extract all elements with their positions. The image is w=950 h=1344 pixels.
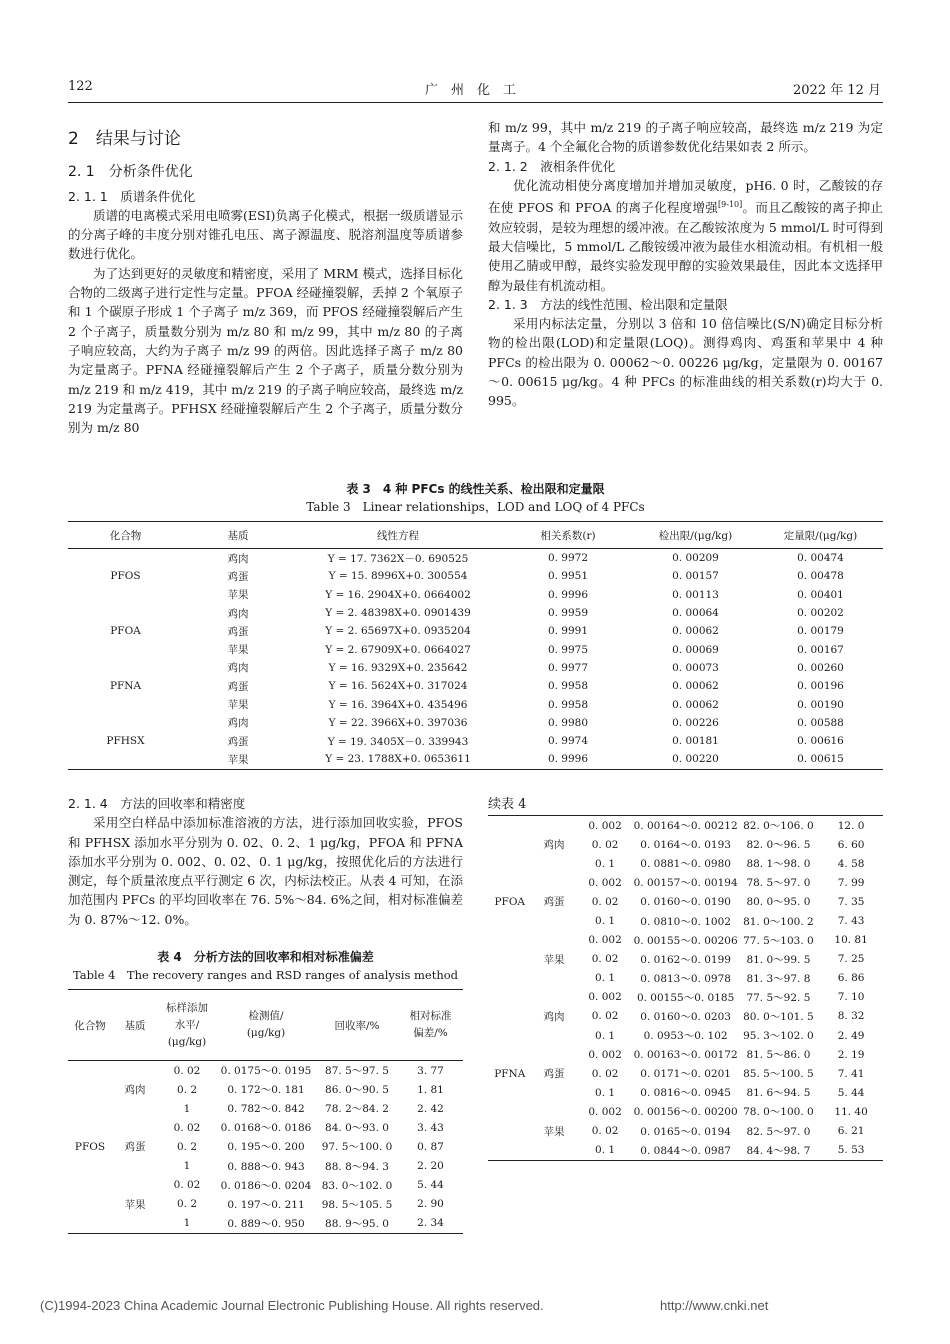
t4c-cell: 0. 002 xyxy=(588,934,622,947)
table4-title-en: Table 4 The recovery ranges and RSD ranges of analysis method xyxy=(72,968,459,982)
issue-date: 2022 年 12 月 xyxy=(793,83,882,98)
t3-cell: 0. 00260 xyxy=(797,661,844,674)
t4c-cell: 0. 1 xyxy=(595,1144,616,1157)
t4c-matrix: 苹果 xyxy=(543,1125,565,1138)
t4c-cell: 0. 00164～0. 00212 xyxy=(633,820,738,833)
t4c-cell: 10. 81 xyxy=(834,934,868,947)
t4-cell: 2. 34 xyxy=(417,1217,444,1230)
t3-cell: 0. 00196 xyxy=(797,680,844,693)
table-row xyxy=(68,677,883,695)
t3-cell: 0. 00062 xyxy=(672,625,719,638)
table-row xyxy=(488,931,883,950)
t4-cell: 0. 2 xyxy=(176,1140,198,1153)
t4c-cell: 2. 49 xyxy=(837,1029,865,1042)
t4c-cell: 78. 5～97. 0 xyxy=(746,877,811,890)
table-row xyxy=(488,1045,883,1064)
t4c-cell: 0. 00163～0. 00172 xyxy=(633,1049,738,1062)
t3-cell: 0. 00069 xyxy=(672,643,719,656)
t4c-cell: 6. 60 xyxy=(837,838,865,851)
table3-caption xyxy=(68,480,883,516)
t4c-cell: 84. 4～98. 7 xyxy=(746,1144,811,1157)
table4-continued xyxy=(488,815,883,1161)
t4-h-rsd: 相对标准 偏差/% xyxy=(409,1010,452,1039)
table-row xyxy=(68,549,883,568)
table4-continued-title: 续表 4 xyxy=(488,797,527,812)
journal-name: 广 州 化 工 xyxy=(425,83,517,98)
table-row xyxy=(68,1176,463,1195)
t4-h-matrix: 基质 xyxy=(124,1019,146,1032)
table-row xyxy=(68,604,883,622)
table-row xyxy=(68,586,883,604)
t3-header: 相关系数(r) xyxy=(540,529,596,542)
t4-h-measured: 检测值/ (μg/kg) xyxy=(246,1010,286,1039)
t3-header: 化合物 xyxy=(109,529,142,542)
table4 xyxy=(68,989,463,1234)
section-2-1-3-heading: 2. 1. 3 方法的线性范围、检出限和定量限 xyxy=(488,296,728,312)
t3-cell: 0. 9991 xyxy=(547,625,589,638)
t4-cell: 78. 2～84. 2 xyxy=(325,1103,389,1116)
t3-cell: 0. 9974 xyxy=(547,735,589,748)
t4c-cell: 7. 25 xyxy=(837,953,865,966)
t4c-cell: 77. 5～103. 0 xyxy=(743,934,814,947)
t4-matrix: 苹果 xyxy=(124,1198,146,1211)
t3-cell: 0. 00064 xyxy=(672,607,719,620)
t4-cell: 1 xyxy=(183,1217,191,1230)
t4c-cell: 0. 002 xyxy=(588,876,622,889)
t3-cell: 0. 00478 xyxy=(797,570,844,583)
t4c-cell: 0. 1 xyxy=(595,1029,616,1042)
t4-matrix: 鸡蛋 xyxy=(124,1141,146,1154)
t4c-cell: 6. 86 xyxy=(837,972,865,985)
copyright: (C)1994-2023 China Academic Journal Electronic Publishing House. All rights reserved. xyxy=(40,1298,544,1313)
t3-cell: 鸡肉 xyxy=(227,607,249,620)
t4-cell: 0. 0175～0. 0195 xyxy=(220,1065,312,1078)
t3-cell: 鸡蛋 xyxy=(227,735,249,748)
table3 xyxy=(68,521,883,770)
t3-cell: 鸡蛋 xyxy=(227,625,249,638)
t4c-cell: 78. 0～100. 0 xyxy=(743,1106,814,1119)
table-row xyxy=(68,695,883,713)
t3-cell: 鸡肉 xyxy=(227,662,249,675)
t4-cell: 1 xyxy=(183,1102,191,1115)
left-column-2 xyxy=(68,794,463,929)
t3-compound: PFNA xyxy=(109,680,142,693)
t3-cell: 苹果 xyxy=(227,699,249,712)
table4-title-cn: 表 4 分析方法的回收率和相对标准偏差 xyxy=(157,950,374,964)
t4-cell: 2. 42 xyxy=(417,1102,444,1115)
t3-cell: Y = 15. 8996X+0. 300554 xyxy=(328,570,468,583)
t4c-compound: PFOA xyxy=(494,895,526,908)
t4c-cell: 82. 0～106. 0 xyxy=(743,820,814,833)
t4c-cell: 0. 00155～0. 0185 xyxy=(636,991,735,1004)
t3-cell: 0. 00202 xyxy=(797,607,844,620)
table-row xyxy=(68,732,883,750)
t3-cell: 0. 9980 xyxy=(547,716,589,729)
t4c-cell: 7. 10 xyxy=(837,991,865,1004)
t4c-cell: 6. 21 xyxy=(837,1125,865,1138)
table3-title-en: Table 3 Linear relationships，LOD and LOQ of 4 PFCs xyxy=(306,500,645,514)
t3-cell: 0. 00190 xyxy=(797,698,844,711)
t4c-cell: 0. 0813～0. 0978 xyxy=(640,972,731,985)
section-2-1-4-heading: 2. 1. 4 方法的回收率和精密度 xyxy=(68,796,246,811)
t3-cell: 0. 00401 xyxy=(797,588,844,601)
t4c-cell: 0. 02 xyxy=(591,953,619,966)
t4-cell: 88. 9～95. 0 xyxy=(325,1217,389,1230)
t4-h-spike: 标样添加 水平/ (μg/kg) xyxy=(166,1001,208,1048)
t4c-cell: 0. 0844～0. 0987 xyxy=(640,1144,731,1157)
t3-cell: 鸡蛋 xyxy=(227,570,249,583)
table-row xyxy=(68,640,883,658)
t4c-cell: 81. 0～99. 5 xyxy=(746,953,811,966)
t3-header: 定量限/(μg/kg) xyxy=(783,529,858,542)
t3-cell: Y = 16. 3964X+0. 435496 xyxy=(328,698,468,711)
t4c-cell: 5. 44 xyxy=(837,1086,865,1099)
t3-cell: 0. 00615 xyxy=(797,753,844,766)
t4c-compound: PFNA xyxy=(494,1067,526,1080)
table-row xyxy=(68,1118,463,1137)
t4c-cell: 82. 5～97. 0 xyxy=(746,1125,811,1138)
table-row xyxy=(68,567,883,585)
t3-cell: Y = 23. 1788X+0. 0653611 xyxy=(325,753,471,766)
paragraph-ms-cont: 和 m/z 99，其中 m/z 219 的子离子响应较高，最终选 m/z 219 为定量离子。4 个全氟化合物的质谱参数优化结果如表 2 所示。 xyxy=(488,120,883,155)
paragraph-lod: 采用内标法定量，分别以 3 倍和 10 倍信噪比(S/N)确定目标分析物的检出限(LOD)和定量限(LOQ)。测得鸡肉、鸡蛋和苹果中 4 种 PFCs 的检出限为 0. 00062～0. 00226 μg/kg，定量限为 0. 00167～0. 00615 μg/kg。4 种 PFCs 的标准曲线的相关系数(r)均大于 0. 995。 xyxy=(488,316,883,409)
t3-cell: Y = 17. 7362X－0. 690525 xyxy=(327,552,469,565)
table-row xyxy=(68,714,883,732)
t4c-cell: 8. 32 xyxy=(837,1010,865,1023)
t4c-cell: 0. 1 xyxy=(595,857,616,870)
t3-cell: 0. 9958 xyxy=(547,698,589,711)
left-column xyxy=(68,128,463,437)
t4-cell: 0. 888～0. 943 xyxy=(227,1160,305,1173)
header-rule xyxy=(68,102,883,103)
t4c-cell: 0. 02 xyxy=(591,838,619,851)
t3-cell: Y = 2. 48398X+0. 0901439 xyxy=(325,607,471,620)
t4c-cell: 77. 5～92. 5 xyxy=(746,991,811,1004)
t4c-cell: 81. 5～86. 0 xyxy=(746,1049,811,1062)
t4-cell: 83. 0～102. 0 xyxy=(321,1179,393,1192)
t3-cell: Y = 19. 3405X－0. 339943 xyxy=(327,735,469,748)
t4c-cell: 0. 0816～0. 0945 xyxy=(640,1087,731,1100)
t4c-cell: 0. 02 xyxy=(591,895,619,908)
t3-cell: 0. 00220 xyxy=(672,753,719,766)
t4c-cell: 4. 58 xyxy=(837,857,865,870)
t3-cell: 0. 00113 xyxy=(672,588,719,601)
t4-cell: 0. 172～0. 181 xyxy=(227,1084,305,1097)
t4c-cell: 0. 1 xyxy=(595,915,616,928)
section-2-heading: 2 结果与讨论 xyxy=(68,129,181,149)
t4c-cell: 0. 02 xyxy=(591,1067,619,1080)
t4c-matrix: 鸡肉 xyxy=(543,839,565,852)
t4-cell: 0. 195～0. 200 xyxy=(227,1141,305,1154)
t4c-cell: 82. 0～96. 5 xyxy=(746,839,811,852)
t4c-matrix: 鸡蛋 xyxy=(543,1068,565,1081)
t3-cell: 0. 00226 xyxy=(672,716,719,729)
t4c-cell: 0. 002 xyxy=(588,819,622,832)
table4-caption xyxy=(68,948,463,984)
t3-cell: Y = 22. 3966X+0. 397036 xyxy=(328,716,468,729)
t3-cell: 0. 9959 xyxy=(547,607,589,620)
section-2-1-heading: 2. 1 分析条件优化 xyxy=(68,164,193,181)
t3-cell: 0. 9977 xyxy=(547,661,589,674)
t4c-cell: 0. 1 xyxy=(595,1086,616,1099)
t3-header: 检出限/(μg/kg) xyxy=(658,529,733,542)
t4-cell: 84. 0～93. 0 xyxy=(325,1122,389,1135)
t3-cell: 0. 00474 xyxy=(797,552,844,565)
t4-cell: 0. 197～0. 211 xyxy=(227,1198,305,1211)
t3-cell: 0. 00209 xyxy=(672,552,719,565)
t4c-cell: 0. 0160～0. 0203 xyxy=(640,1010,731,1023)
t3-cell: 0. 9972 xyxy=(547,552,589,565)
t3-cell: 0. 9958 xyxy=(547,680,589,693)
t4c-cell: 0. 0810～0. 1002 xyxy=(640,915,731,928)
t4c-cell: 81. 3～97. 8 xyxy=(746,972,811,985)
t4-cell: 0. 2 xyxy=(176,1198,198,1211)
t3-cell: 0. 00157 xyxy=(672,570,719,583)
t4-cell: 5. 44 xyxy=(417,1179,444,1192)
t4-cell: 0. 889～0. 950 xyxy=(227,1217,305,1230)
t4-cell: 0. 782～0. 842 xyxy=(227,1103,305,1116)
citation: [9-10] xyxy=(718,200,743,210)
t4c-cell: 0. 002 xyxy=(588,991,622,1004)
t4c-cell: 11. 40 xyxy=(834,1105,868,1118)
t4-cell: 3. 77 xyxy=(417,1064,444,1077)
t4-cell: 0. 0186～0. 0204 xyxy=(220,1179,312,1192)
t3-cell: 0. 9975 xyxy=(547,643,589,656)
t4c-matrix: 鸡蛋 xyxy=(543,896,565,909)
paragraph-ms-mode: 质谱的电离模式采用电喷雾(ESI)负离子化模式，根据一级质谱显示的分离子峰的丰度分别对锥孔电压、离子源温度、脱溶剂温度等质谱参数进行优化。 xyxy=(68,207,463,262)
t4c-cell: 0. 00157～0. 00194 xyxy=(633,877,738,890)
paragraph-recovery: 采用空白样品中添加标准溶液的方法，进行添加回收实验，PFOS 和 PFHSX 添加水平分别为 0. 02、0. 2、1 μg/kg，PFOA 和 PFNA 添加水平分别为 0. 002、0. 02、0. 1 μg/kg，按照优化后的方法进行测定，每个质量浓度点平行测定 6 次，内标法校正。从表 4 可知，在添加范围内 PFCs 的平均回收率在 76. 5%～84. 6%之间，相对标准偏差为 0. 87%～12. 0%。 xyxy=(68,815,463,927)
t3-cell: 鸡肉 xyxy=(227,552,249,565)
t3-cell: 0. 9951 xyxy=(547,570,589,583)
t4-cell: 3. 43 xyxy=(417,1121,444,1134)
t3-compound: PFOA xyxy=(110,625,141,638)
t4c-cell: 12. 0 xyxy=(837,819,865,832)
t4c-cell: 0. 0160～0. 0190 xyxy=(640,896,731,909)
table-row xyxy=(488,816,883,836)
t4c-cell: 7. 99 xyxy=(837,876,865,889)
t4-cell: 2. 20 xyxy=(417,1160,444,1173)
t4c-cell: 85. 5～100. 5 xyxy=(743,1068,814,1081)
t4-matrix: 鸡肉 xyxy=(124,1084,146,1097)
table-row xyxy=(68,750,883,769)
t4-cell: 86. 0～90. 5 xyxy=(325,1084,389,1097)
table-row xyxy=(68,1061,463,1081)
t4c-cell: 81. 6～94. 5 xyxy=(746,1087,811,1100)
t4c-cell: 0. 02 xyxy=(591,1010,619,1023)
table-row xyxy=(68,622,883,640)
t4c-cell: 7. 35 xyxy=(837,895,865,908)
t4c-cell: 0. 0165～0. 0194 xyxy=(640,1125,731,1138)
t4c-matrix: 鸡肉 xyxy=(543,1010,565,1023)
t3-cell: 0. 00167 xyxy=(797,643,844,656)
table3-title-cn: 表 3 4 种 PFCs 的线性关系、检出限和定量限 xyxy=(346,482,605,496)
t4-cell: 0. 02 xyxy=(173,1121,201,1134)
t3-cell: 0. 00616 xyxy=(797,735,844,748)
t3-cell: 0. 9996 xyxy=(547,588,589,601)
t4c-cell: 7. 43 xyxy=(837,915,865,928)
t4c-cell: 0. 0162～0. 0199 xyxy=(640,953,731,966)
t3-cell: 0. 00062 xyxy=(672,698,719,711)
t4c-cell: 0. 0171～0. 0201 xyxy=(640,1068,731,1081)
table-row xyxy=(488,873,883,892)
section-2-1-2-heading: 2. 1. 2 液相条件优化 xyxy=(488,158,616,174)
table-row xyxy=(488,988,883,1007)
t4c-cell: 7. 41 xyxy=(837,1067,865,1080)
t4c-cell: 0. 002 xyxy=(588,1048,622,1061)
paragraph-lc: 优化流动相使分离度增加并增加灵敏度，pH6. 0 时，乙酸铵的存在使 PFOS 和 PFOA 的离子化程度增强[9-10]。而且乙酸铵的离子抑止效应较弱，是较为理想的缓冲液。在乙酸铵浓度为 5 mmol/L 时可得到最大信噪比，5 mmol/L 乙酸铵缓冲液为最佳水相流动相。有机相一般使用乙腈或甲醇，最终实验发现甲醇的实验效果最佳，因此本文选择甲醇为最佳有机流动相。 xyxy=(488,177,883,293)
t4-cell: 1. 81 xyxy=(417,1083,444,1096)
t4c-cell: 0. 0164～0. 0193 xyxy=(640,839,731,852)
t3-cell: Y = 16. 2904X+0. 0664002 xyxy=(325,588,471,601)
t4c-cell: 95. 3～102. 0 xyxy=(743,1030,814,1043)
t4c-cell: 0. 02 xyxy=(591,1125,619,1138)
paragraph-mrm: 为了达到更好的灵敏度和精密度，采用了 MRM 模式，选择目标化合物的二级离子进行定性与定量。PFOA 经碰撞裂解，丢掉 2 个氧原子和 1 个碳原子形成 1 个子离子 m/z 369，而 PFOS 经碰撞裂解后产生 2 个子离子，质量数分别为 m/z 80 和 m/z 99，其中 m/z 80 的子离子响应较高，大约为子离子 m/z 99 的两倍。因此选择子离子 m/z 80 为定量离子。PFNA 经碰撞裂解后产生 2 个子离子，质量分数分别为 m/z 219 和 m/z 419，其中 m/z 219 的子离子响应较高，最终选 m/z 219 为定量离子。PFHSX 经碰撞裂解后产生 2 个子离子，质量分数分别为 m/z 80 xyxy=(68,265,463,436)
t4-cell: 0. 0168～0. 0186 xyxy=(220,1122,312,1135)
t4c-cell: 2. 19 xyxy=(837,1048,865,1061)
t3-cell: Y = 16. 9329X+0. 235642 xyxy=(328,661,468,674)
t3-compound: PFHSX xyxy=(106,735,145,748)
t4-cell: 0. 2 xyxy=(176,1083,198,1096)
t3-cell: 苹果 xyxy=(227,753,249,766)
right-column xyxy=(488,118,883,411)
t4c-matrix: 苹果 xyxy=(543,953,565,966)
t4-h-recovery: 回收率/% xyxy=(334,1019,380,1032)
t4-cell: 88. 8～94. 3 xyxy=(325,1160,389,1173)
table-row xyxy=(488,1102,883,1121)
t4-cell: 0. 02 xyxy=(173,1179,201,1192)
t4-h-compound: 化合物 xyxy=(74,1019,106,1032)
t4c-cell: 80. 0～95. 0 xyxy=(746,896,811,909)
t4-cell: 0. 87 xyxy=(417,1140,444,1153)
t3-header: 线性方程 xyxy=(377,529,419,542)
t4c-cell: 88. 1～98. 0 xyxy=(746,858,811,871)
t4-cell: 87. 5～97. 5 xyxy=(325,1065,389,1078)
t4-cell: 1 xyxy=(183,1160,191,1173)
t4-cell: 98. 5～105. 5 xyxy=(321,1198,393,1211)
t3-cell: 0. 00073 xyxy=(672,661,719,674)
t3-cell: Y = 2. 65697X+0. 0935204 xyxy=(325,625,471,638)
t3-cell: Y = 2. 67909X+0. 0664027 xyxy=(325,643,471,656)
t4c-cell: 81. 0～100. 2 xyxy=(743,915,814,928)
t3-cell: 0. 00588 xyxy=(797,716,844,729)
t4c-cell: 5. 53 xyxy=(837,1144,865,1157)
t3-header: 基质 xyxy=(227,529,249,542)
t4c-cell: 0. 0881～0. 0980 xyxy=(640,858,731,871)
table-row xyxy=(68,659,883,677)
t4c-cell: 0. 002 xyxy=(588,1105,622,1118)
t3-cell: 0. 9996 xyxy=(547,753,589,766)
t3-compound: PFOS xyxy=(110,570,141,583)
t3-cell: 苹果 xyxy=(227,644,249,657)
t3-cell: 0. 00179 xyxy=(797,625,844,638)
page-number: 122 xyxy=(68,79,93,94)
t4-cell: 97. 5～100. 0 xyxy=(321,1141,393,1154)
t4c-cell: 0. 00156～0. 00200 xyxy=(633,1106,738,1119)
t3-cell: 苹果 xyxy=(227,589,249,602)
t3-cell: 0. 00062 xyxy=(672,680,719,693)
t4c-cell: 0. 00155～0. 00206 xyxy=(633,934,738,947)
t4-compound: PFOS xyxy=(74,1140,106,1153)
t3-cell: 0. 00181 xyxy=(672,735,719,748)
t4-cell: 2. 90 xyxy=(417,1198,444,1211)
section-2-1-1-heading: 2. 1. 1 质谱条件优化 xyxy=(68,188,196,204)
cnki-link[interactable]: http://www.cnki.net xyxy=(660,1298,769,1313)
t3-cell: 鸡蛋 xyxy=(227,680,249,693)
t4c-cell: 0. 0953～0. 102 xyxy=(643,1030,728,1043)
t3-cell: 鸡肉 xyxy=(227,717,249,730)
t3-cell: Y = 16. 5624X+0. 317024 xyxy=(328,680,468,693)
t4c-cell: 80. 0～101. 5 xyxy=(743,1010,814,1023)
t4-cell: 0. 02 xyxy=(173,1064,201,1077)
t4c-cell: 0. 1 xyxy=(595,972,616,985)
